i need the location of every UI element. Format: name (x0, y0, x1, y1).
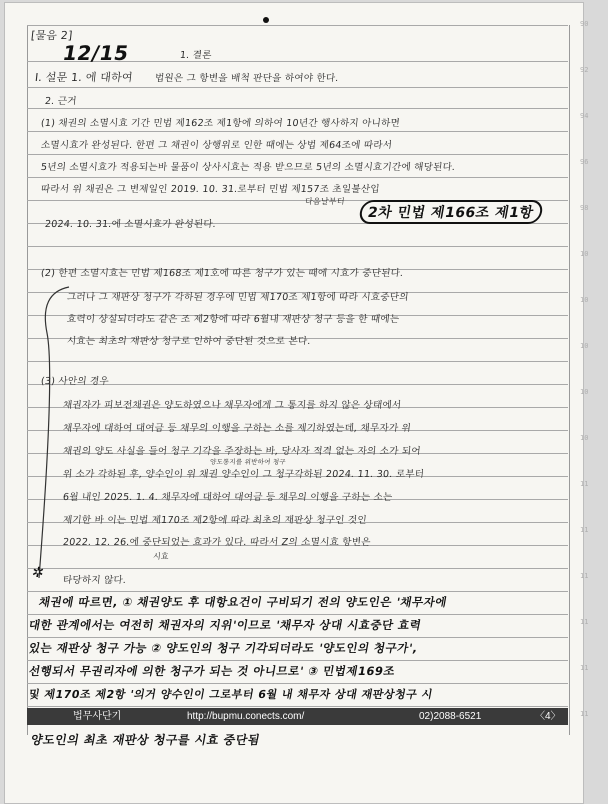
ruled-line (27, 591, 568, 592)
answer-sheet (4, 2, 584, 804)
margin-number: 10 (580, 388, 589, 396)
text-line: 따라서 위 채권은 그 변제일인 2019. 10. 31.로부터 민법 제157조 초일불산입 (40, 184, 381, 195)
margin-number: 10 (580, 250, 589, 258)
grader-comment-line: 선행되서 무권리자에 의한 청구가 되는 것 아니므로' ③ 민법제169조 (27, 664, 397, 678)
ruled-line (27, 361, 568, 362)
question-tag: [물음 2] (30, 29, 74, 42)
ruled-line (27, 660, 568, 661)
margin-number: 11 (580, 572, 589, 580)
ink-dot (263, 17, 269, 23)
footer-bar (27, 708, 568, 725)
grader-comment-line: 있는 재판상 청구 가능 ② 양도인의 청구 기각되더라도 '양도인의 청구가', (27, 641, 419, 655)
ruled-line (27, 706, 568, 707)
ruled-line (27, 177, 568, 178)
text-line: 시효는 최초의 재판상 청구로 인하여 중단된 것으로 본다. (66, 336, 312, 347)
ruled-line (27, 637, 568, 638)
circled-note: 2차 민법 제166조 제1항 (358, 200, 544, 224)
text-line: 효력이 상실되더라도 같은 조 제2항에 따라 6월내 재판상 청구 등을 한 때에는 (66, 314, 400, 325)
text-line: 5년의 소멸시효가 적용되는바 물품이 상사시효는 적용 받으므로 5년의 소멸시효기간에 해당된다. (40, 162, 456, 173)
text-line: 제기한 바 이는 민법 제170조 제2항에 따라 최초의 재판상 청구인 것인 (62, 515, 368, 526)
margin-number: 96 (580, 158, 589, 166)
caret-insert: 다음날부터 (304, 197, 346, 206)
margin-number: 11 (580, 480, 589, 488)
footer-brand: 법무사단기 (73, 711, 122, 722)
footer-url: http://bupmu.conects.com/ (187, 711, 305, 722)
grader-comment-line: 대한 관계에서는 여전히 채권자의 지위'이므로 '채무자 상대 시효중단 효력 (27, 618, 423, 632)
text-line: 채권자가 피보전채권은 양도하였으나 채무자에게 그 통지를 하지 않은 상태에서 (62, 400, 402, 411)
ruled-line (27, 25, 568, 26)
text-line: 타당하지 않다. (62, 575, 127, 586)
ruled-line (27, 154, 568, 155)
text-line: 채권의 양도 사실을 들어 청구 기각을 주장하는 바, 당사자 적격 없는 자의 소가 되어 (62, 446, 422, 457)
margin-number: 94 (580, 112, 589, 120)
margin-number: 11 (580, 710, 589, 718)
footer-page: 〈4〉 (535, 711, 561, 722)
text-line: 2022. 12. 26.에 중단되었는 효과가 있다. 따라서 Z의 소멸시효 항변은 (62, 537, 372, 548)
text-line: 채무자에 대하여 대여금 등 채무의 이행을 구하는 소를 제기하였는데, 채무자가 위 (62, 423, 412, 434)
footer-phone: 02)2088-6521 (419, 711, 482, 722)
section-heading: I. 설문 1. 에 대하여 (34, 71, 134, 84)
conclusion-text: 법원은 그 항변을 배척 판단을 하여야 한다. (154, 73, 340, 84)
grader-mark-icon: ✲ (30, 565, 46, 581)
margin-number: 98 (580, 204, 589, 212)
margin-number: 10 (580, 342, 589, 350)
conclusion-label: 1. 결론 (179, 50, 213, 61)
ruled-line (27, 568, 568, 569)
inline-insert: 양도통지를 위반하여 청구 (209, 458, 287, 466)
margin-number: 11 (580, 526, 589, 534)
grader-comment-line: 채권에 따르면, ① 채권양도 후 대항요건이 구비되기 전의 양도인은 '채무자에 (37, 595, 449, 609)
grader-comment-line: 및 제170조 제2항 '의거 양수인이 그로부터 6월 내 채무자 상대 재판상청구 시 (27, 688, 434, 701)
ruled-line (27, 108, 568, 109)
text-line: 6월 내인 2025. 1. 4. 채무자에 대하여 대여금 등 채무의 이행을 구하는 소는 (62, 492, 393, 503)
text-line: (1) 채권의 소멸시효 기간 민법 제162조 제1항에 의하여 10년간 행사하지 아니하면 (40, 118, 401, 129)
margin-number: 11 (580, 618, 589, 626)
ruled-line (27, 131, 568, 132)
text-line: (2) 한편 소멸시효는 민법 제168조 제1호에 따른 청구가 있는 때에 시효가 중단된다. (40, 268, 404, 279)
basis-label: 2. 근거 (44, 96, 78, 107)
case-heading: (3) 사안의 경우 (40, 376, 110, 387)
score-mark: 12/15 (60, 41, 131, 65)
ruled-line (27, 683, 568, 684)
grader-comment-line: 양도인의 최초 재판상 청구를 시효 중단됨 (29, 733, 262, 747)
margin-number: 92 (580, 66, 589, 74)
ruled-line (27, 87, 568, 88)
margin-number: 90 (580, 20, 589, 28)
margin-number: 11 (580, 664, 589, 672)
margin-number: 10 (580, 296, 589, 304)
text-line: 2024. 10. 31.에 소멸시효가 완성된다. (44, 219, 217, 230)
ruled-line (27, 614, 568, 615)
text-line: 소멸시효가 완성된다. 한편 그 채권이 상행위로 인한 때에는 상법 제64조에 따라서 (40, 140, 393, 151)
caret-insert: 시효 (152, 552, 170, 561)
text-line: 위 소가 각하된 후, 양수인이 위 채권 양수인이 그 청구각하된 2024. 11. 30. 로부터 (62, 469, 425, 480)
text-line: 그러나 그 재판상 청구가 각하된 경우에 민법 제170조 제1항에 따라 시효중단의 (66, 292, 410, 303)
ruled-line (27, 246, 568, 247)
margin-number: 10 (580, 434, 589, 442)
